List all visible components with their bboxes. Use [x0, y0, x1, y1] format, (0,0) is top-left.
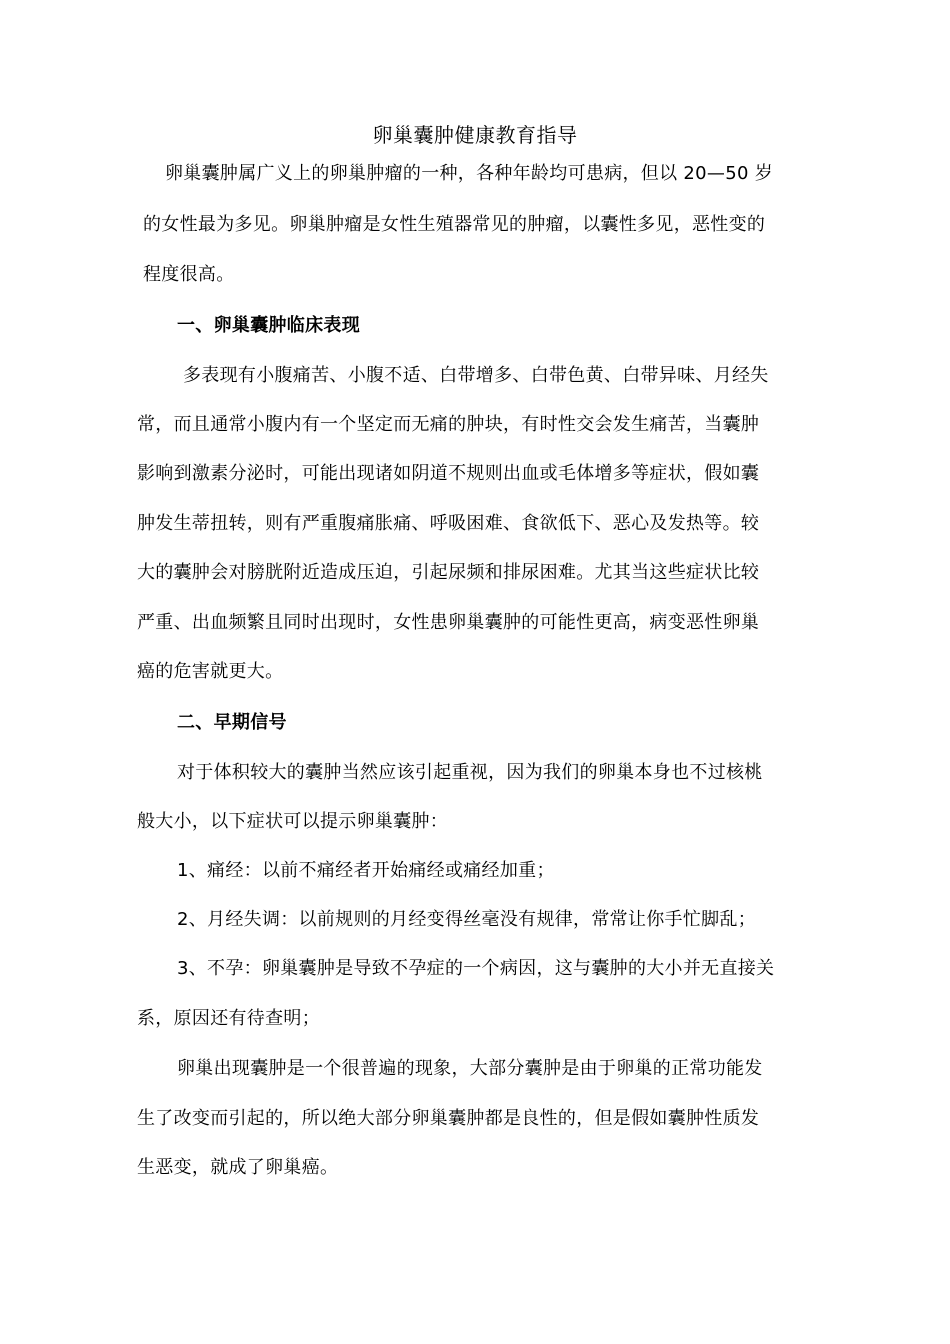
list-item-continuation: 系，原因还有待查明；	[137, 1008, 320, 1029]
paragraph-line: 常，而且通常小腹内有一个坚定而无痛的肿块，有时性交会发生痛苦，当囊肿	[137, 414, 760, 435]
paragraph-line: 癌的危害就更大。	[137, 661, 284, 682]
paragraph-line: 影响到激素分泌时，可能出现诸如阴道不规则出血或毛体增多等症状，假如囊	[137, 463, 760, 484]
section-heading-clinical: 一、卵巢囊肿临床表现	[177, 315, 360, 336]
paragraph-line: 大的囊肿会对膀胱附近造成压迫，引起尿频和排尿困难。尤其当这些症状比较	[137, 562, 760, 583]
list-item: 2、月经失调：以前规则的月经变得丝毫没有规律，常常让你手忙脚乱；	[177, 909, 757, 930]
paragraph-line: 肿发生蒂扭转，则有严重腹痛胀痛、呼吸困难、食欲低下、恶心及发热等。较	[137, 513, 760, 534]
paragraph-line: 多表现有小腹痛苦、小腹不适、白带增多、白带色黄、白带异味、月经失	[183, 365, 769, 386]
section-heading-early-signals: 二、早期信号	[177, 712, 287, 733]
intro-line: 的女性最为多见。卵巢肿瘤是女性生殖器常见的肿瘤，以囊性多见，恶性变的	[143, 214, 766, 235]
paragraph-line: 对于体积较大的囊肿当然应该引起重视，因为我们的卵巢本身也不过核桃	[177, 762, 763, 783]
intro-line: 卵巢囊肿属广义上的卵巢肿瘤的一种，各种年龄均可患病，但以 20—50 岁	[165, 163, 774, 184]
document-title: 卵巢囊肿健康教育指导	[372, 123, 578, 147]
paragraph-line: 卵巢出现囊肿是一个很普遍的现象，大部分囊肿是由于卵巢的正常功能发	[177, 1058, 763, 1079]
list-item: 3、不孕：卵巢囊肿是导致不孕症的一个病因，这与囊肿的大小并无直接关	[177, 958, 775, 979]
paragraph-line: 般大小，以下症状可以提示卵巢囊肿：	[137, 811, 449, 832]
paragraph-line: 生恶变，就成了卵巢癌。	[137, 1157, 339, 1178]
list-item: 1、痛经：以前不痛经者开始痛经或痛经加重；	[177, 860, 555, 881]
paragraph-line: 严重、出血频繁且同时出现时，女性患卵巢囊肿的可能性更高，病变恶性卵巢	[137, 612, 760, 633]
intro-line: 程度很高。	[143, 264, 235, 285]
paragraph-line: 生了改变而引起的，所以绝大部分卵巢囊肿都是良性的，但是假如囊肿性质发	[137, 1108, 760, 1129]
